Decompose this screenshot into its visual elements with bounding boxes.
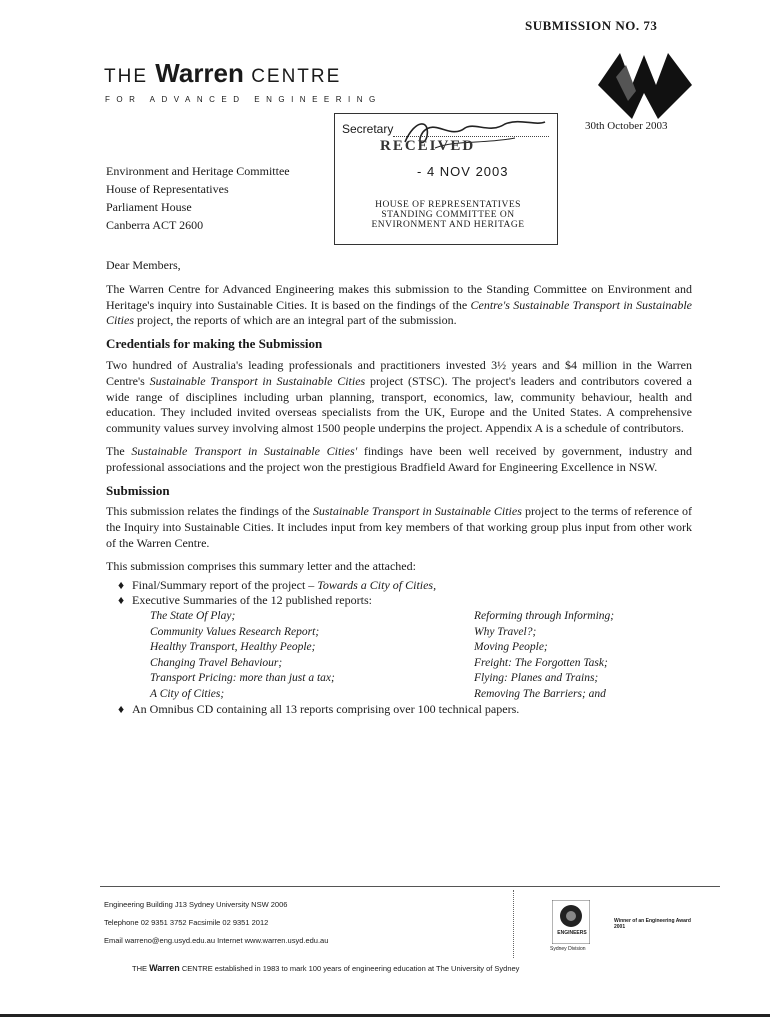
- report-title: Freight: The Forgotten Task;: [474, 656, 608, 669]
- bullet-icon: ♦: [118, 593, 125, 608]
- footer-established: [132, 963, 519, 973]
- stamp-house-line3: ENVIRONMENT AND HERITAGE: [371, 220, 525, 230]
- findings-text-end: findings have been well received by government, industry and professional associations and the project won the prestigious Bradfield Award for Engineering Excellence in NSW.: [106, 443, 692, 474]
- address-line: Canberra ACT 2600: [106, 218, 204, 232]
- cred-text: Two hundred of Australia's leading professionals and practitioners invested 3½ years and $4 million in the Warren Centre's: [106, 357, 692, 388]
- stamp-house-line1: HOUSE OF REPRESENTATIVES: [375, 200, 521, 210]
- warren-w-logo-icon: [598, 45, 692, 119]
- warren-centre-logo-text: [104, 58, 341, 89]
- stamp-house-line2: STANDING COMMITTEE ON: [381, 210, 515, 220]
- reports-grid: [150, 609, 692, 702]
- stamp-secretary: Secretary: [342, 122, 394, 136]
- footer-established-text: CENTRE established in 1983 to mark 100 years of engineering education at The University of Sydney: [181, 964, 520, 973]
- received-stamp: [334, 113, 558, 245]
- cred-italic: Sustainable Transport in Sustainable Cities: [149, 373, 366, 388]
- letter-body: [106, 258, 692, 718]
- letter-date: 30th October 2003: [585, 120, 668, 132]
- report-title: Why Travel?;: [474, 625, 537, 638]
- findings-paragraph: [106, 444, 692, 476]
- stamp-date: - 4 NOV 2003: [417, 164, 509, 179]
- list-item: [106, 702, 692, 718]
- footer-address: Engineering Building J13 Sydney University NSW 2006: [104, 900, 288, 909]
- logo-the: THE: [104, 66, 148, 87]
- attachment-list-end: [106, 702, 692, 718]
- comprises-line: This submission comprises this summary letter and the attached:: [106, 558, 416, 573]
- list-item: [106, 578, 692, 594]
- bullet-icon: ♦: [118, 702, 125, 717]
- findings-text: The: [106, 443, 132, 458]
- award-text: Winner of an Engineering Award 2001: [614, 918, 691, 930]
- footer-divider-line: [100, 886, 720, 887]
- report-title: Reforming through Informing;: [474, 610, 615, 623]
- report-title: Transport Pricing: more than just a tax;: [150, 672, 335, 685]
- list-item: [106, 593, 692, 609]
- sub-text-end: project to the terms of reference of the Inquiry into Sustainable Cities. It includes input from key members of that working group plus input from other work of the Warren Centre.: [106, 504, 692, 550]
- logo-warren: Warren: [155, 58, 244, 88]
- submission-paragraph: [106, 504, 692, 551]
- report-title: A City of Cities;: [150, 687, 225, 700]
- engineers-australia-logo-icon: [552, 900, 590, 944]
- bullet-icon: ♦: [118, 577, 125, 592]
- report-title: Healthy Transport, Healthy People;: [150, 641, 316, 654]
- footer-the: THE: [132, 964, 147, 973]
- report-title: Removing The Barriers; and: [474, 687, 606, 700]
- attachment-list: [106, 578, 692, 610]
- bullet3-text: An Omnibus CD containing all 13 reports comprising over 100 technical papers.: [132, 702, 520, 717]
- stamp-received: RECEIVED: [380, 138, 476, 154]
- report-title: Flying: Planes and Trains;: [474, 672, 599, 685]
- address-line: Environment and Heritage Committee: [106, 164, 290, 178]
- findings-italic: Sustainable Transport in Sustainable Cities': [131, 443, 358, 458]
- address-line: Parliament House: [106, 200, 192, 214]
- sub-italic: Sustainable Transport in Sustainable Cities: [312, 504, 522, 519]
- logo-centre: CENTRE: [251, 66, 342, 87]
- footer-warren: Warren: [149, 963, 180, 973]
- credentials-heading: Credentials for making the Submission: [106, 336, 323, 352]
- engineers-division: Sydney Division: [550, 946, 586, 952]
- footer-vertical-divider: [513, 890, 514, 958]
- intro-paragraph: [106, 282, 692, 329]
- submission-number: SUBMISSION NO. 73: [525, 18, 658, 33]
- scan-edge: [0, 1014, 770, 1017]
- bullet2-text: Executive Summaries of the 12 published reports:: [132, 593, 372, 608]
- footer-contact: [104, 896, 328, 950]
- intro-text: The Warren Centre for Advanced Engineering makes this submission to the Standing Committee on Environment and Heritage's inquiry into Sustainable Cities. It is based on the findings of the: [106, 281, 692, 312]
- bullet1-text: Final/Summary report of the project –: [132, 577, 318, 592]
- submission-heading: Submission: [106, 482, 170, 498]
- bullet1-italic: Towards a City of Cities,: [317, 577, 437, 592]
- report-title: Moving People;: [474, 641, 548, 654]
- logo-tagline: FOR ADVANCED ENGINEERING: [105, 95, 382, 104]
- report-title: Changing Travel Behaviour;: [150, 656, 283, 669]
- cred-text-end: project (STSC). The project's leaders and contributors covered a wide range of disciplines including urban planning, transport, economics, law, community behaviour, health and education. They included invited overseas specialists from the UK, Europe and the United States. A comprehensive community values survey involving almost 1500 people underpins the project. Appendix A is a schedule of contributors.: [106, 373, 692, 436]
- footer-email: Email warreno@eng.usyd.edu.au Internet www.warren.usyd.edu.au: [104, 936, 329, 945]
- report-title: The State Of Play;: [150, 610, 236, 623]
- credentials-paragraph: [106, 358, 692, 437]
- report-title: Community Values Research Report;: [150, 625, 320, 638]
- stamp-committee: [343, 200, 553, 230]
- footer-phone: Telephone 02 9351 3752 Facsimile 02 9351 2012: [104, 918, 269, 927]
- engineers-label: ENGINEERS: [557, 930, 587, 936]
- salutation: Dear Members,: [106, 258, 181, 272]
- intro-text-end: project, the reports of which are an integral part of the submission.: [134, 313, 457, 328]
- recipient-address: [106, 162, 290, 234]
- address-line: House of Representatives: [106, 182, 229, 196]
- intro-italic: Centre's Sustainable Transport in Sustainable Cities: [106, 297, 693, 328]
- sub-text: This submission relates the findings of the: [106, 504, 313, 519]
